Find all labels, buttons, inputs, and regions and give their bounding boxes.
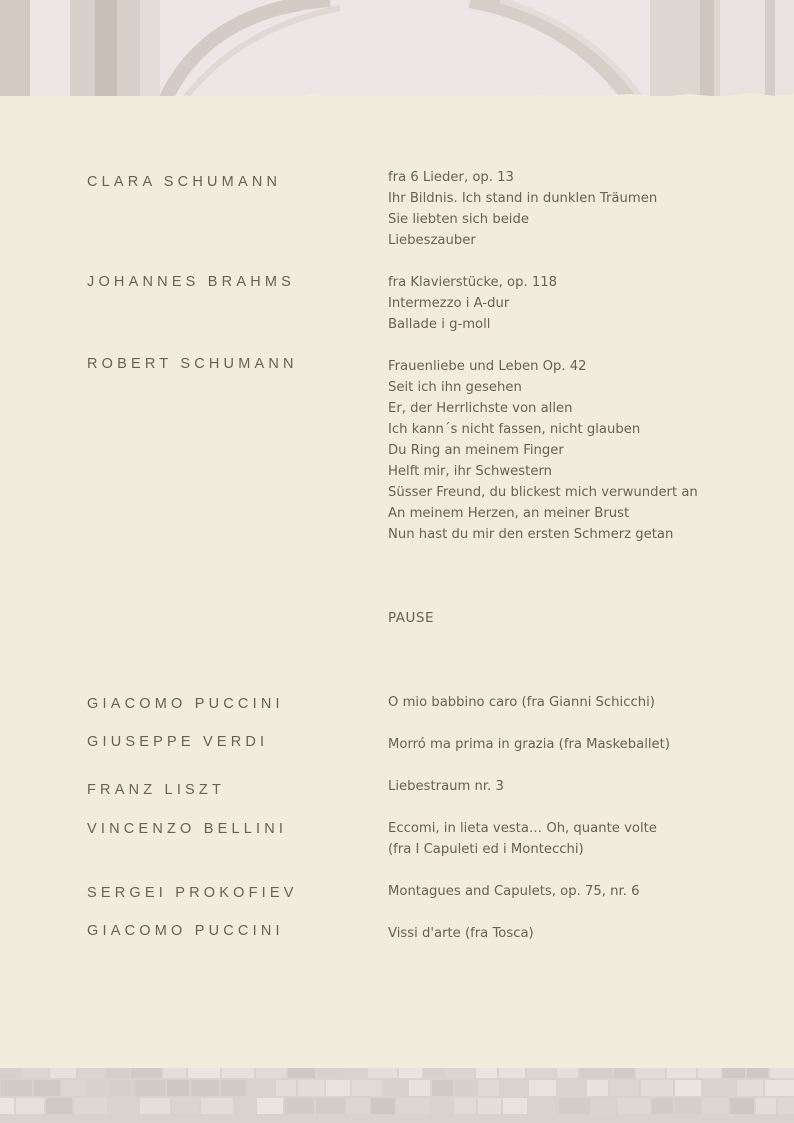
composer-name: VINCENZO BELLINI	[87, 821, 288, 837]
works-list	[388, 272, 557, 335]
work-title: fra Klavierstücke, op. 118	[388, 275, 558, 290]
work-title: Sie liebten sich beide	[388, 212, 529, 227]
work-title: An meinem Herzen, an meiner Brust	[388, 506, 630, 521]
works-list	[388, 356, 698, 545]
work-title: Ich kann´s nicht fassen, nicht glauben	[388, 422, 641, 437]
work-title: fra 6 Lieder, op. 13	[388, 170, 514, 185]
works-list	[388, 692, 655, 713]
work-title: (fra I Capuleti ed i Montecchi)	[388, 842, 584, 857]
work-title: Du Ring an meinem Finger	[388, 443, 564, 458]
composer-name: GIACOMO PUCCINI	[87, 923, 284, 939]
work-title: Süsser Freund, du blickest mich verwundert an	[388, 485, 698, 500]
works-list	[388, 818, 657, 860]
work-title: Liebestraum nr. 3	[388, 779, 504, 794]
works-list	[388, 881, 640, 902]
work-title: Intermezzo i A-dur	[388, 296, 510, 311]
composer-name: GIACOMO PUCCINI	[87, 696, 284, 712]
work-title: O mio babbino caro (fra Gianni Schicchi)	[388, 695, 655, 710]
work-title: Seit ich ihn gesehen	[388, 380, 522, 395]
composer-name: FRANZ LISZT	[87, 782, 226, 798]
composer-name: CLARA SCHUMANN	[87, 174, 282, 190]
work-title: Ballade i g-moll	[388, 317, 491, 332]
pause-label: PAUSE	[388, 610, 434, 626]
work-title: Ihr Bildnis. Ich stand in dunklen Träumen	[388, 191, 658, 206]
work-title: Montagues and Capulets, op. 75, nr. 6	[388, 884, 640, 899]
work-title: Er, der Herrlichste von allen	[388, 401, 573, 416]
work-title: Nun hast du mir den ersten Schmerz getan	[388, 527, 674, 542]
work-title: Helft mir, ihr Schwestern	[388, 464, 552, 479]
work-title: Frauenliebe und Leben Op. 42	[388, 359, 587, 374]
composer-name: SERGEI PROKOFIEV	[87, 885, 298, 901]
composer-name: JOHANNES BRAHMS	[87, 274, 296, 290]
works-list	[388, 734, 670, 755]
works-list	[388, 167, 657, 251]
works-list	[388, 923, 534, 944]
work-title: Vissi d'arte (fra Tosca)	[388, 926, 534, 941]
work-title: Morró ma prima in grazia (fra Maskeballet)	[388, 737, 670, 752]
work-title: Liebeszauber	[388, 233, 476, 248]
works-list	[388, 776, 504, 797]
composer-name: ROBERT SCHUMANN	[87, 356, 298, 372]
work-title: Eccomi, in lieta vesta… Oh, quante volte	[388, 821, 657, 836]
composer-name: GIUSEPPE VERDI	[87, 734, 269, 750]
